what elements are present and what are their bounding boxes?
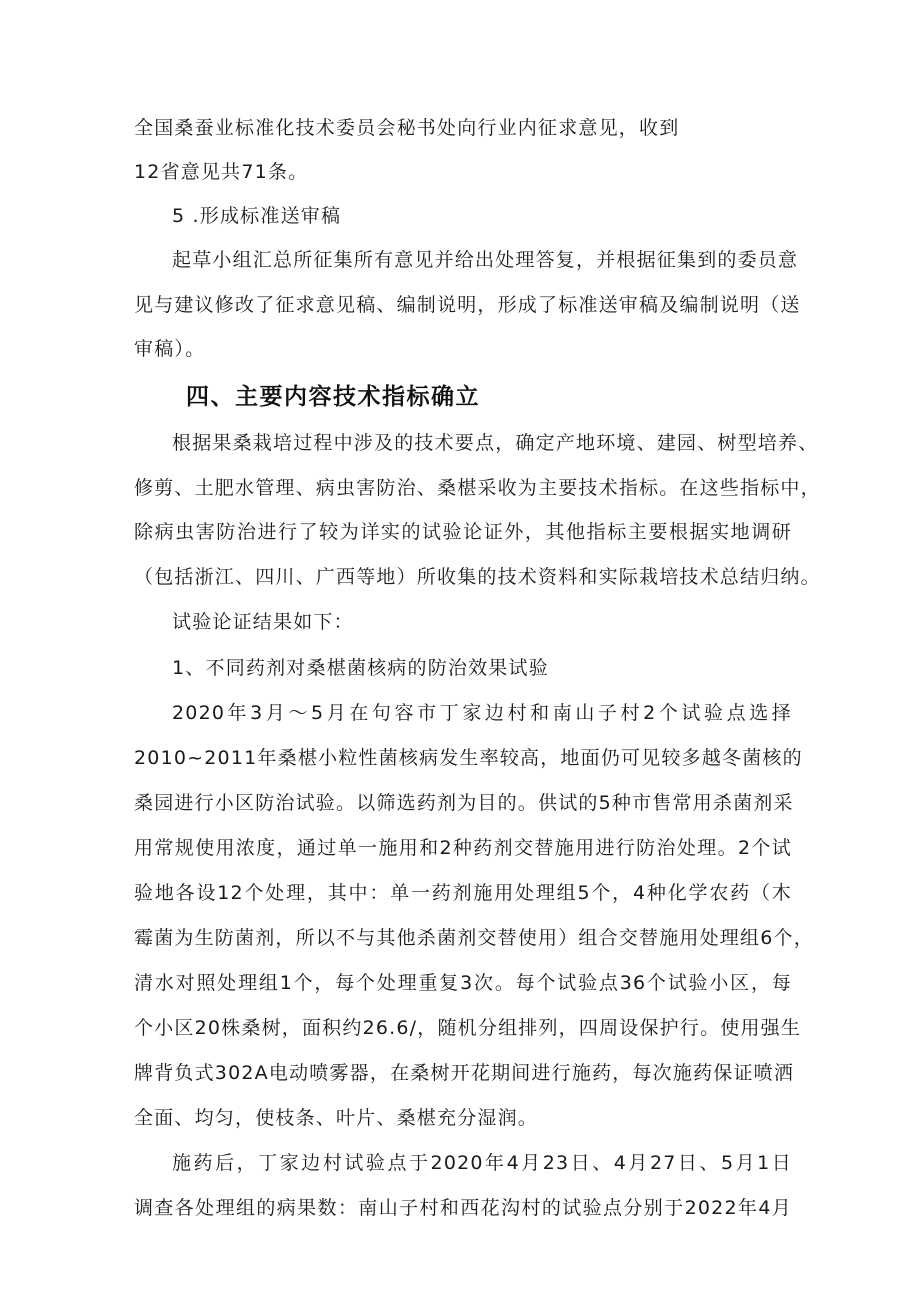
paragraph-line: 施药后，丁家边村试验点于2020年4月23日、4月27日、5月1日	[172, 1152, 792, 1174]
section-heading: 四、主要内容技术指标确立	[186, 384, 480, 410]
paragraph-line: 验地各设12个处理，其中：单一药剂施用处理组5个，4种化学农药（木	[134, 882, 792, 904]
paragraph-line: 霉菌为生防菌剂，所以不与其他杀菌剂交替使用）组合交替施用处理组6个，	[134, 927, 814, 949]
paragraph-line: 清水对照处理组1个，每个处理重复3次。每个试验点36个试验小区，每	[134, 972, 792, 994]
paragraph-line: 全国桑蚕业标准化技术委员会秘书处向行业内征求意见，收到	[134, 117, 680, 139]
paragraph-line: 个小区20株桑树，面积约26.6/，随机分组排列，四周设保护行。使用强生	[134, 1017, 802, 1039]
paragraph-line: 牌背负式302A电动喷雾器，在桑树开花期间进行施药，每次施药保证喷洒	[134, 1062, 795, 1084]
paragraph-line: 修剪、土肥水管理、病虫害防治、桑椹采收为主要技术指标。在这些指标中，	[134, 477, 821, 499]
paragraph-line: 全面、均匀，使枝条、叶片、桑椹充分湿润。	[134, 1107, 539, 1129]
paragraph-line: 调查各处理组的病果数：南山子村和西花沟村的试验点分别于2022年4月	[134, 1197, 792, 1219]
section-item-title: 5 .形成标准送审稿	[172, 205, 342, 227]
paragraph-line: 用常规使用浓度，通过单一施用和2种药剂交替施用进行防治处理。2个试	[134, 837, 792, 859]
paragraph-line: 除病虫害防治进行了较为详实的试验论证外，其他指标主要根据实地调研	[134, 521, 792, 543]
paragraph-line: 2020年3月～5月在句容市丁家边村和南山子村2个试验点选择	[172, 702, 792, 724]
subsection-title: 1、不同药剂对桑椹菌核病的防治效果试验	[172, 657, 549, 679]
paragraph-line: 桑园进行小区防治试验。以筛选药剂为目的。供试的5种市售常用杀菌剂采	[134, 792, 794, 814]
paragraph-line: 2010~2011年桑椹小粒性菌核病发生率较高，地面仍可见较多越冬菌核的	[134, 747, 803, 769]
paragraph-line: 见与建议修改了征求意见稿、编制说明，形成了标准送审稿及编制说明（送	[134, 294, 801, 316]
paragraph-line: 12省意见共71条。	[134, 161, 309, 183]
paragraph-line: （包括浙江、四川、广西等地）所收集的技术资料和实际栽培技术总结归纳。	[134, 566, 821, 588]
paragraph-line: 根据果桑栽培过程中涉及的技术要点，确定产地环境、建园、树型培养、	[172, 432, 819, 454]
paragraph-line: 审稿）。	[134, 338, 206, 360]
paragraph-line: 起草小组汇总所征集所有意见并给出处理答复，并根据征集到的委员意	[172, 249, 799, 271]
paragraph-line: 试验论证结果如下：	[172, 611, 354, 633]
